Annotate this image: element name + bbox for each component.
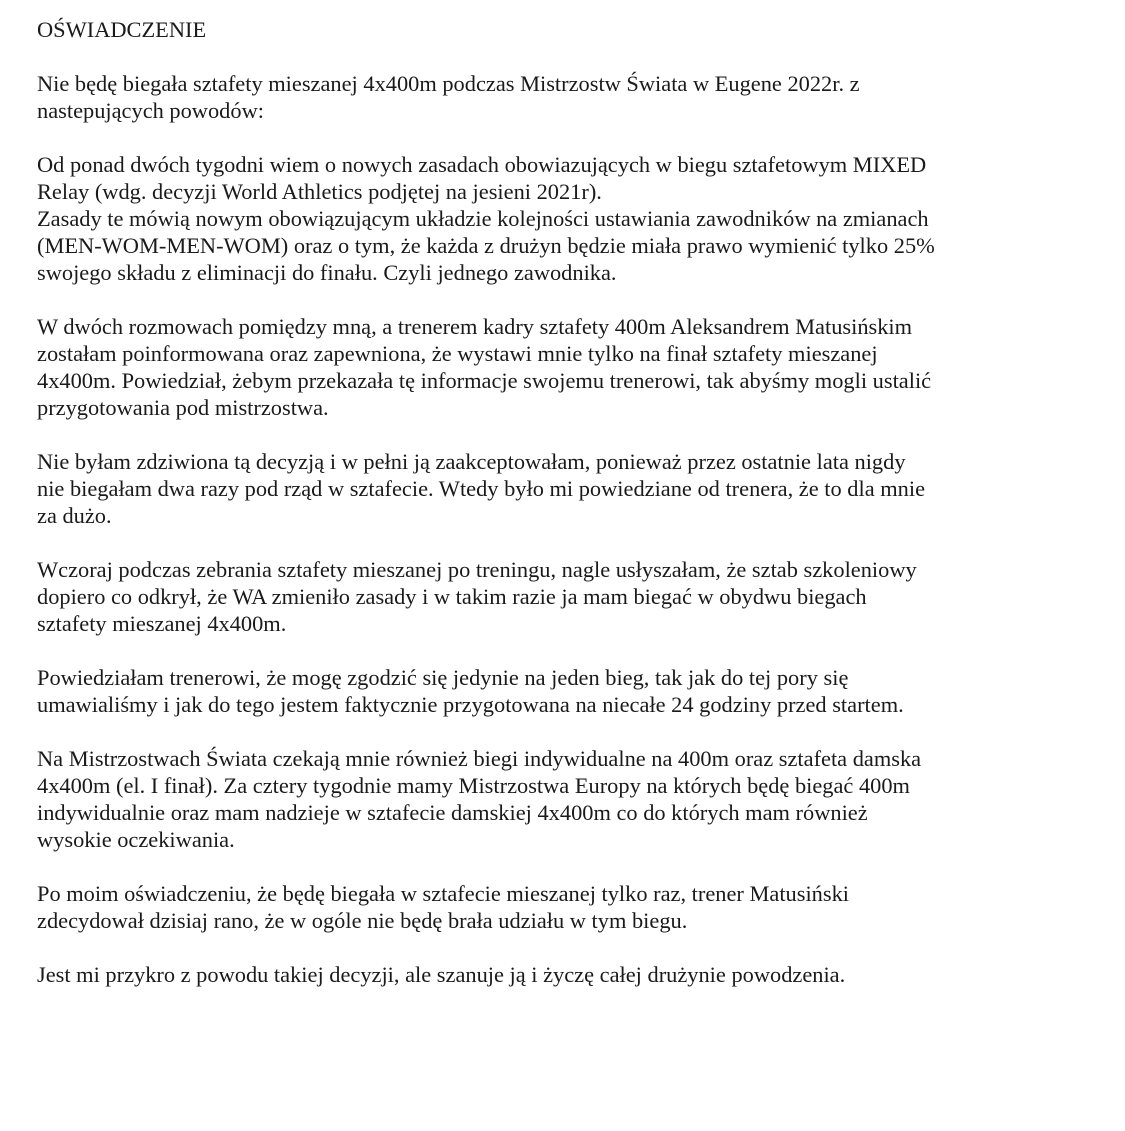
paragraph-decline-statement: Nie będę biegała sztafety mieszanej 4x400m podczas Mistrzostw Świata w Eugene 2022r. z nastepujących powodów: [37, 71, 860, 123]
paragraph-one-race-only: Powiedziałam trenerowi, że mogę zgodzić się jedynie na jeden bieg, tak jak do tej pory się umawialiśmy i jak do tego jestem faktycznie przygotowana na niecałe 24 godziny przed startem. [37, 665, 904, 717]
paragraph-closing: Jest mi przykro z powodu takiej decyzji, ale szanuje ją i życzę całej drużynie powodzenia. [37, 962, 846, 987]
paragraph-new-rules: Od ponad dwóch tygodni wiem o nowych zasadach obowiazujących w biegu sztafetowym MIXED Relay (wdg. decyzji World Athletics podjętej na jesieni 2021r). Zasady te mówią nowym obowiązującym układzie kolejności ustawiania zawodników na zmianach (MEN-WOM-MEN-WOM) oraz o tym, że każda z drużyn będzie miała prawo wymienić tylko 25% swojego składu z eliminacji do finału. Czyli jednego zawodnika. [37, 152, 935, 285]
paragraph-meeting-yesterday: Wczoraj podczas zebrania sztafety mieszanej po treningu, nagle usłyszałam, że sztab szkoleniowy dopiero co odkrył, że WA zmieniło zasady i w takim razie ja mam biegać w obydwu biegach sztafety mieszanej 4x400m. [37, 557, 917, 636]
paragraph-coach-conversations: W dwóch rozmowach pomiędzy mną, a trenerem kadry sztafety 400m Aleksandrem Matusińskim zostałam poinformowana oraz zapewniona, że wystawi mnie tylko na finał sztafety mieszanej 4x400m. Powiedział, żebym przekazała tę informacje swojemu trenerowi, tak abyśmy mogli ustalić przygotowania pod mistrzostwa. [37, 314, 932, 420]
paragraph-acceptance: Nie byłam zdziwiona tą decyzją i w pełni ją zaakceptowałam, ponieważ przez ostatnie lata nigdy nie biegałam dwa razy pod rząd w sztafecie. Wtedy było mi powiedziane od trenera, że to dla mnie za dużo. [37, 449, 926, 528]
paragraph-championship-schedule: Na Mistrzostwach Świata czekają mnie również biegi indywidualne na 400m oraz sztafeta damska 4x400m (el. I finał). Za cztery tygodnie mamy Mistrzostwa Europy na których będę biegać 400m indywidualnie oraz mam nadzieje w sztafecie damskiej 4x400m co do których mam również wysokie oczekiwania. [37, 746, 922, 852]
statement-document [37, 16, 1107, 988]
paragraph-coach-decision: Po moim oświadczeniu, że będę biegała w sztafecie mieszanej tylko raz, trener Matusiński zdecydował dzisiaj rano, że w ogóle nie będę brała udziału w tym biegu. [37, 881, 849, 933]
document-title: OŚWIADCZENIE [37, 17, 207, 42]
